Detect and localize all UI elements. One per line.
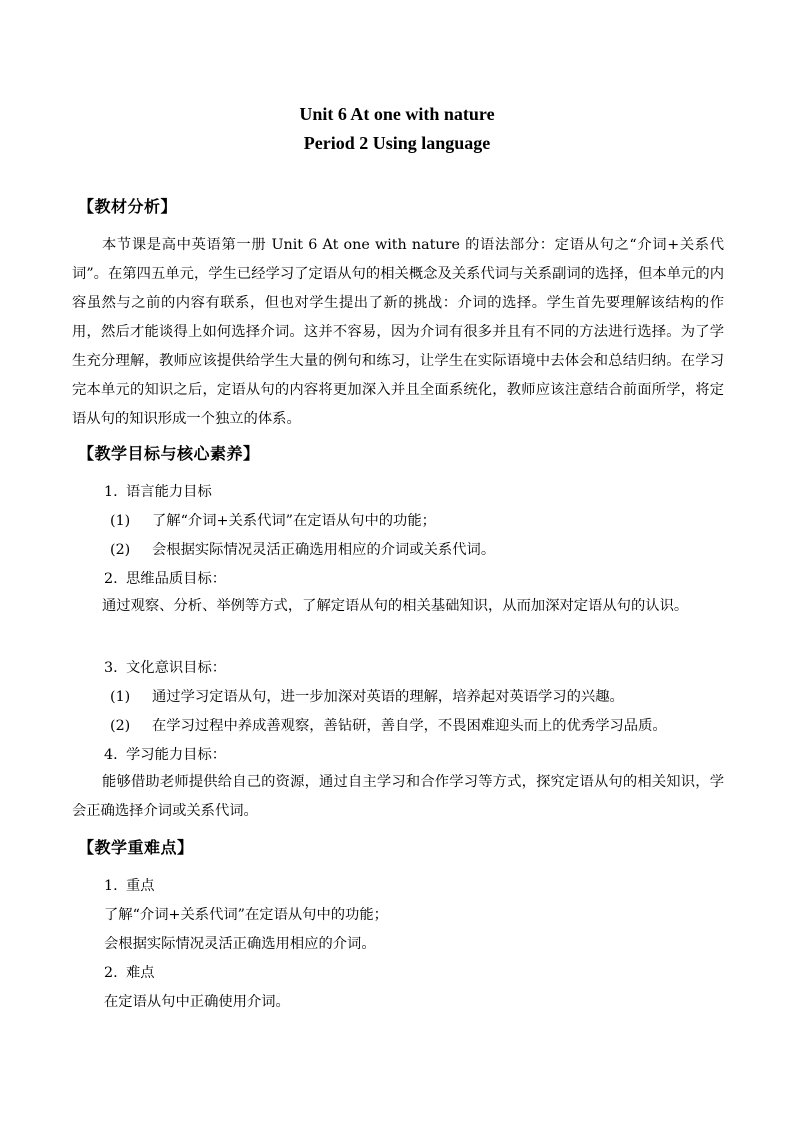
goal-2-title: 2. 思维品质目标： [104,571,227,587]
goal-1-item-1: (1) 了解“介词+关系代词”在定语从句中的功能； [110,513,436,529]
goal-2-text: 通过观察、分析、举例等方式，了解定语从句的相关基础知识，从而加深对定语从句的认识。 [102,598,689,614]
keypoint-1-line-1: 了解“介词+关系代词”在定语从句中的功能； [104,907,388,923]
keypoint-2-line-1: 在定语从句中正确使用介词。 [104,994,290,1010]
keypoint-1-line-2: 会根据实际情况灵活正确选用相应的介词。 [104,936,376,952]
analysis-paragraph: 本节课是高中英语第一册 Unit 6 At one with nature 的语法部分：定语从句之“介词+关系代词”。在第四五单元，学生已经学习了定语从句的相关概念及关系代词与关系副词的选择，但本单元的内容虽然与之前的内容有联系，但也对学生提出了新的挑战：介词的选择。学生首先要理解该结构的作用，然后才能谈得上如何选择介词。这并不容易，因为介词有很多并且有不同的方法进行选择。为了学生充分理解，教师应该提供给学生大量的例句和练习，让学生在实际语境中去体会和总结归纳。在学习完本单元的知识之后，定语从句的内容将更加深入并且全面系统化，教师应该注意结合前面所学，将定语从句的知识形成一个独立的体系。 [72,237,724,427]
goal-3-item-1: (1) 通过学习定语从句，进一步加深对英语的理解，培养起对英语学习的兴趣。 [110,689,624,705]
keypoint-1-title: 1. 重点 [104,878,155,894]
goal-1-item-2: (2) 会根据实际情况灵活正确选用相应的介词或关系代词。 [110,542,496,558]
goal-1-title: 1. 语言能力目标 [104,484,212,500]
document-title: Unit 6 At one with nature [299,104,495,124]
document-subtitle: Period 2 Using language [303,133,491,153]
section-heading-analysis: 【教材分析】 [78,197,178,216]
goal-3-title: 3. 文化意识目标： [104,660,227,676]
goal-4-text: 能够借助老师提供给自己的资源，通过自主学习和合作学习等方式，探究定语从句的相关知识，学会正确选择介词或关系代词。 [72,774,724,819]
section-heading-goals: 【教学目标与核心素养】 [78,444,260,463]
keypoint-2-title: 2. 难点 [104,965,155,981]
goal-3-item-2: (2) 在学习过程中养成善观察，善钻研，善自学，不畏困难迎头而上的优秀学习品质。 [110,718,667,734]
goal-4-title: 4. 学习能力目标： [104,747,227,763]
section-heading-keypoints: 【教学重难点】 [78,838,194,857]
